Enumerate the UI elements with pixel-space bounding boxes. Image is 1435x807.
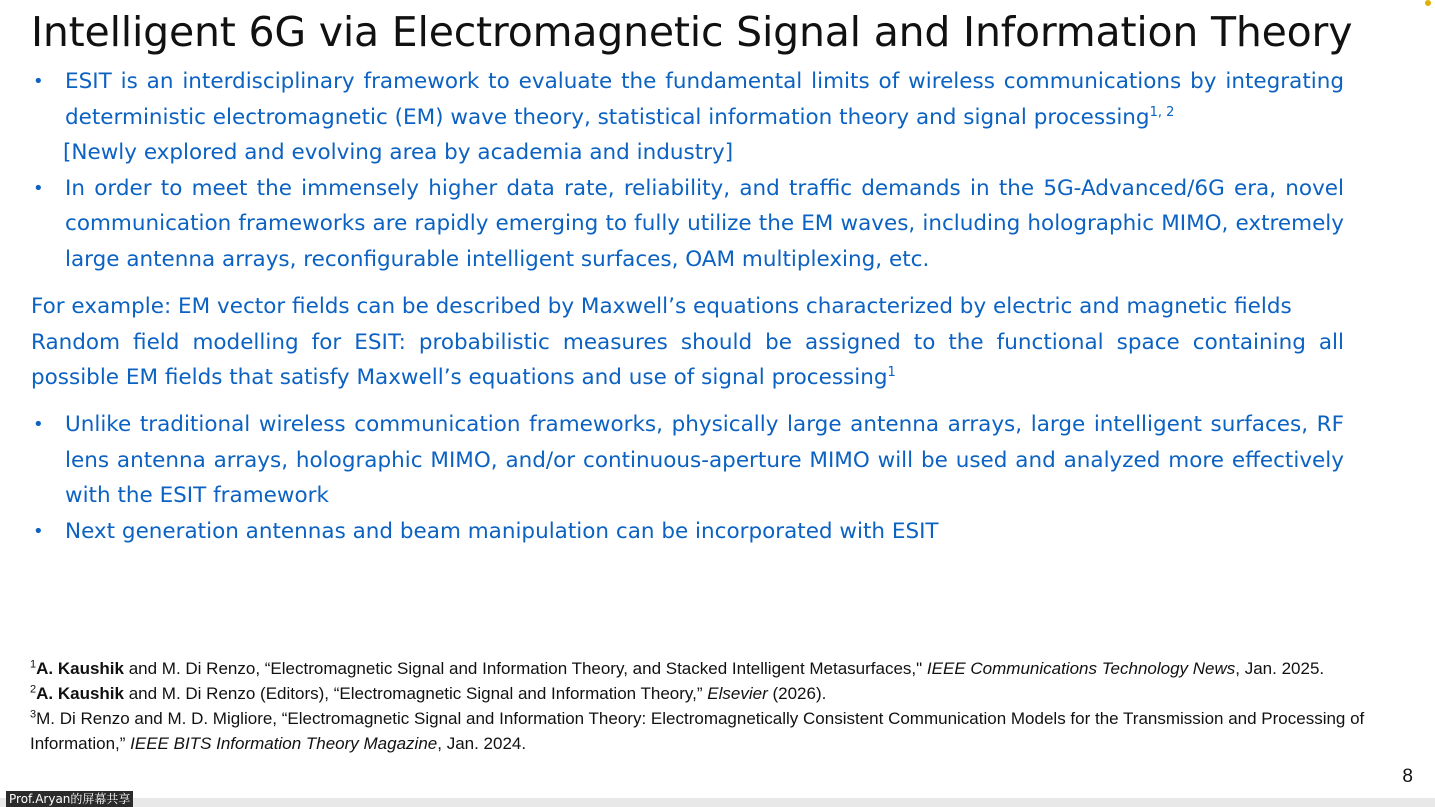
bullet-dot: • — [33, 177, 44, 199]
ref-number: 3 — [30, 708, 37, 721]
ref-venue: IEEE BITS Information Theory Magazine — [130, 734, 438, 753]
bullet-dot: • — [33, 414, 44, 435]
bullet-text: ESIT is an interdisciplinary framework to evaluate the fundamental limits of wireless communications by integrating deterministic electromagnetic (EM) wave theory, statistical information theory and signal processing — [65, 69, 1344, 130]
bullet-text: Unlike traditional wireless communication frameworks, physically large antenna arrays, large intelligent surfaces, RF lens antenna arrays, holographic MIMO, and/or continuous-aperture MIMO will be used and analyzed more effectively with the ESIT framework — [65, 412, 1344, 508]
bullet-text: In order to meet the immensely higher data rate, reliability, and traffic demands in the 5G-Advanced/6G era, novel communication frameworks are rapidly emerging to fully utilize the EM waves, including holographic MIMO, extremely large antenna arrays, reconfigurable intelligent surfaces, OAM multiplexing, etc. — [65, 175, 1344, 272]
screen-share-label[interactable]: Prof.Aryan的屏幕共享 — [6, 791, 133, 807]
references — [30, 656, 1430, 756]
bullet-item — [31, 64, 1344, 135]
citation-sup: 1, 2 — [1149, 104, 1175, 120]
reference-item — [30, 706, 1430, 756]
bullet-text: Next generation antennas and beam manipulation can be incorporated with ESIT — [65, 518, 939, 544]
ref-number: 1 — [30, 658, 37, 671]
ref-number: 2 — [30, 683, 37, 696]
bullet-item — [31, 407, 1344, 514]
status-dot — [1425, 0, 1431, 6]
ref-author-bold: A. Kaushik — [36, 659, 124, 678]
bullet-list-bottom — [31, 407, 1344, 549]
bullet-dot: • — [33, 520, 44, 542]
ref-venue: Elsevier — [707, 684, 768, 703]
bracket-note-text: [Newly explored and evolving area by academia and industry] — [63, 140, 734, 165]
page-number: 8 — [1402, 766, 1413, 787]
reference-item — [30, 681, 1430, 706]
ref-text: and M. Di Renzo (Editors), “Electromagnetic Signal and Information Theory,” — [123, 684, 708, 703]
random-field-text — [31, 325, 1344, 396]
bullet-item — [31, 514, 1344, 550]
reference-item — [30, 656, 1430, 681]
ref-venue: IEEE Communications Technology News — [926, 659, 1236, 678]
example-paragraph — [31, 289, 1344, 396]
ref-text: M. Di Renzo and M. D. Migliore, “Electromagnetic Signal and Information Theory: Electromagnetically Consistent Communication Models for the Transmission and Processing of Information,” — [30, 709, 1365, 753]
example-line: For example: EM vector fields can be described by Maxwell’s equations characterized by electric and magnetic fields — [31, 294, 1292, 319]
bracket-note — [31, 135, 1344, 171]
random-field-body: Random field modelling for ESIT: probabilistic measures should be assigned to the functional space containing all possible EM fields that satisfy Maxwell’s equations and use of signal processing — [31, 329, 1344, 390]
slide-title: Intelligent 6G via Electromagnetic Signal and Information Theory — [31, 8, 1353, 56]
share-bar — [0, 798, 1435, 807]
citation-sup: 1 — [887, 364, 896, 380]
ref-author-bold: A. Kaushik — [36, 684, 124, 703]
bullet-dot: • — [33, 71, 44, 92]
ref-date: (2026). — [767, 684, 827, 703]
ref-text: and M. Di Renzo, “Electromagnetic Signal and Information Theory, and Stacked Intelligent Metasurfaces," — [123, 659, 927, 678]
bullet-list-top — [31, 64, 1344, 277]
ref-date: , Jan. 2024. — [437, 734, 527, 753]
bullet-item — [31, 171, 1344, 278]
ref-date: , Jan. 2025. — [1235, 659, 1325, 678]
